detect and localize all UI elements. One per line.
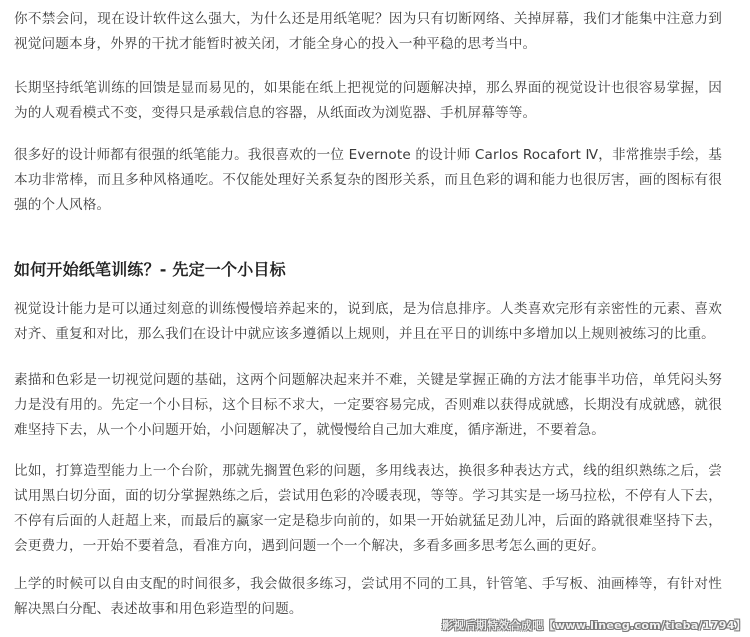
watermark-text: 影视后期特效合成吧【www.lineeg.com/tieba/1794】 bbox=[441, 619, 746, 632]
paragraph-intro-2: 长期坚持纸笔训练的回馈是显而易见的，如果能在纸上把视觉的问题解决掉，那么界面的视觉设计也很容易掌握，因为的人观看模式不变，变得只是承载信息的容器，从纸面改为浏览器、手机屏幕等等。 bbox=[14, 80, 722, 121]
paragraph-body-3: 比如，打算造型能力上一个台阶，那就先搁置色彩的问题，多用线表达，换很多种表达方式，线的组织熟练之后，尝试用黑白切分面，面的切分掌握熟练之后，尝试用色彩的冷暖表现，等等。学习其实是一场马拉松，不停有人下去，不停有后面的人赶超上来，而最后的赢家一定是稳步向前的，如果一开始就猛足劲儿冲，后面的路就很难坚持下去，会更费力，一开始不要着急，看准方向，遇到问题一个一个解决，多看多画多思考怎么画的更好。 bbox=[14, 463, 722, 554]
paragraph-body-1: 视觉设计能力是可以通过刻意的训练慢慢培养起来的，说到底，是为信息排序。人类喜欢完形有亲密性的元素、喜欢对齐、重复和对比，那么我们在设计中就应该多遵循以上规则，并且在平日的训练中多增加以上规则被练习的比重。 bbox=[14, 301, 722, 342]
section-heading: 如何开始纸笔训练？- 先定一个小目标 bbox=[14, 260, 286, 279]
paragraph-body-4: 上学的时候可以自由支配的时间很多，我会做很多练习，尝试用不同的工具，针管笔、手写板、油画棒等，有针对性解决黑白分配、表述故事和用色彩造型的问题。 bbox=[14, 576, 722, 617]
paragraph-body-2: 素描和色彩是一切视觉问题的基础，这两个问题解决起来并不难，关键是掌握正确的方法才能事半功倍，单凭闷头努力是没有用的。先定一个小目标，这个目标不求大，一定要容易完成，否则难以获得成就感，长期没有成就感，就很难坚持下去，从一个小问题开始，小问题解决了，就慢慢给自己加大难度，循序渐进，不要着急。 bbox=[14, 372, 722, 438]
paragraph-intro-3: 很多好的设计师都有很强的纸笔能力。我很喜欢的一位 Evernote 的设计师 Carlos Rocafort Ⅳ，非常推崇手绘，基本功非常棒，而且多种风格通吃。不仅能处理好关系复杂的图形关系，而且色彩的调和能力也很厉害，画的图标有很强的个人风格。 bbox=[14, 147, 722, 213]
paragraph-intro-1: 你不禁会问，现在设计软件这么强大，为什么还是用纸笔呢？因为只有切断网络、关掉屏幕，我们才能集中注意力到视觉问题本身，外界的干扰才能暂时被关闭，才能全身心的投入一种平稳的思考当中。 bbox=[14, 11, 722, 52]
